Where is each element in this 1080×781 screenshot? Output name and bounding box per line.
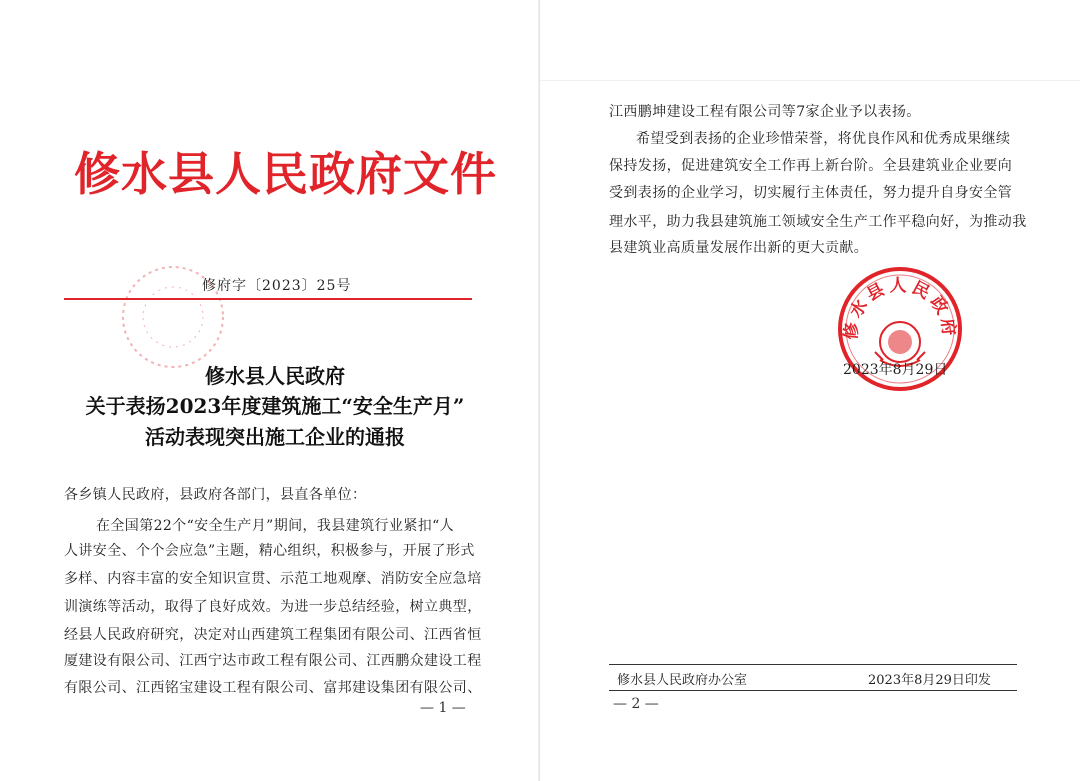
page-fold xyxy=(538,0,540,781)
page-number-2: — 2 — xyxy=(613,696,659,712)
seal-text: 修水县人民政府 xyxy=(841,276,959,341)
signature-date: 2023年8月29日 xyxy=(843,362,948,378)
body-line: 希望受到表扬的企业珍惜荣誉，将优良作风和优秀成果继续 xyxy=(636,131,1011,147)
body-line: 县建筑业高质量发展作出新的更大贡献。 xyxy=(609,240,869,256)
body-line: 理水平，助力我县建筑施工领域安全生产工作平稳向好，为推动我 xyxy=(609,214,1027,230)
document-title: 修水县人民政府文件 xyxy=(74,147,497,201)
heading-line-2: 关于表扬2023年度建筑施工“安全生产月” xyxy=(85,394,465,418)
body-line: 保持发扬，促进建筑安全工作再上新台阶。全县建筑业企业要向 xyxy=(609,158,1013,174)
body-line: 经县人民政府研究，决定对山西建筑工程集团有限公司、江西省恒 xyxy=(64,627,482,643)
body-line: 受到表扬的企业学习，切实履行主体责任，努力提升自身安全管 xyxy=(609,185,1013,201)
footer-bottom-rule xyxy=(609,690,1017,691)
document-number: 修府字〔2023〕25号 xyxy=(202,278,352,294)
body-line: 在全国第22个“安全生产月”期间，我县建筑行业紧扣“人 xyxy=(96,518,455,534)
body-line: 多样、内容丰富的安全知识宣贯、示范工地观摩、消防安全应急培 xyxy=(64,571,482,587)
heading-line-3: 活动表现突出施工企业的通报 xyxy=(145,425,405,449)
salutation: 各乡镇人民政府，县政府各部门，县直各单位： xyxy=(64,487,367,503)
page-number-1: — 1 — xyxy=(420,700,466,716)
body-line: 人讲安全、个个会应急”主题，精心组织，积极参与，开展了形式 xyxy=(64,543,475,559)
red-divider-line xyxy=(64,298,472,300)
body-line: 训演练等活动，取得了良好成效。为进一步总结经验，树立典型， xyxy=(64,599,482,615)
body-line: 厦建设有限公司、江西宁达市政工程有限公司、江西鹏众建设工程 xyxy=(64,653,482,669)
body-line: 江西鹏坤建设工程有限公司等7家企业予以表扬。 xyxy=(609,104,921,120)
footer-print-date: 2023年8月29日印发 xyxy=(868,673,991,688)
footer-office: 修水县人民政府办公室 xyxy=(617,673,748,688)
body-line: 有限公司、江西铭宝建设工程有限公司、富邦建设集团有限公司、 xyxy=(64,680,482,696)
footer-top-rule xyxy=(609,664,1017,665)
heading-line-1: 修水县人民政府 xyxy=(205,364,345,388)
